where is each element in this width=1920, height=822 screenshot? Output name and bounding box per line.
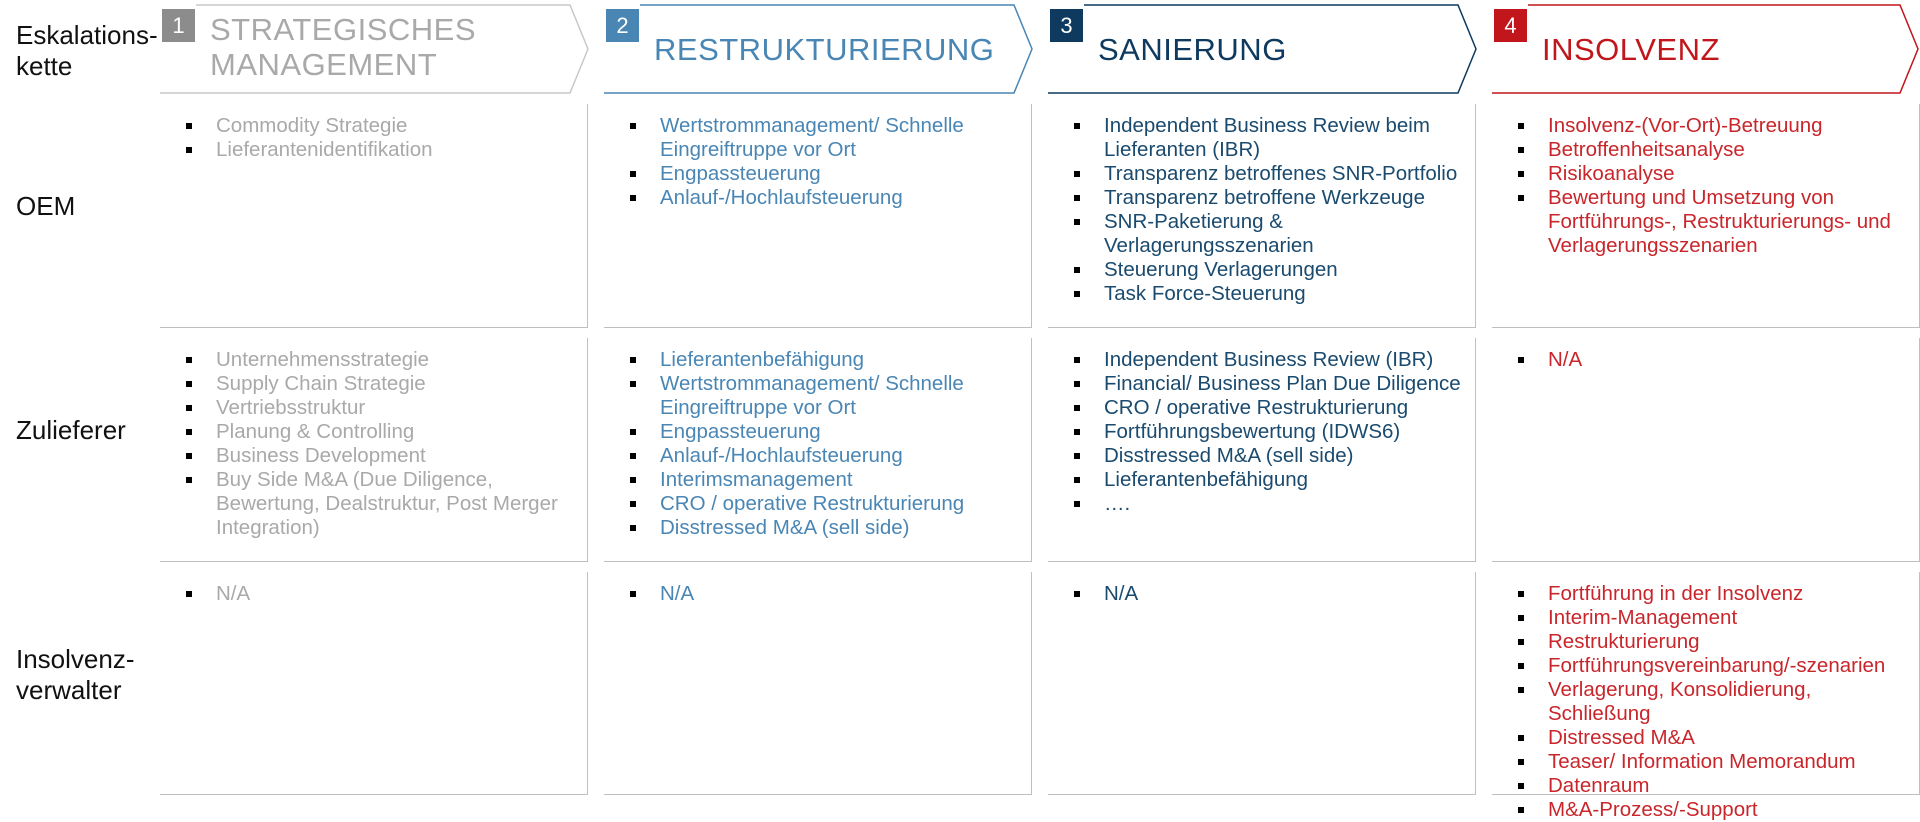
- bullet-list: [1048, 572, 1475, 606]
- cell-administrator-strategic: [160, 572, 588, 795]
- bullet-list: [604, 338, 1031, 540]
- list-item: ….: [1074, 492, 1475, 516]
- list-item: Independent Business Review beim Lieferanten (IBR): [1074, 114, 1475, 162]
- list-item: Verlagerung, Konsolidierung, Schließung: [1518, 678, 1919, 726]
- phase-title: [210, 12, 476, 82]
- list-item: Fortführung in der Insolvenz: [1518, 582, 1919, 606]
- list-item: Engpassteuerung: [630, 420, 1031, 444]
- bullet-list: [604, 104, 1031, 210]
- list-item: Risikoanalyse: [1518, 162, 1919, 186]
- list-item: CRO / operative Restrukturierung: [1074, 396, 1475, 420]
- phase-title: [1542, 32, 1720, 67]
- list-item: Steuerung Verlagerungen: [1074, 258, 1475, 282]
- list-item: Business Development: [186, 444, 587, 468]
- row-label-escalation: [16, 20, 158, 82]
- list-item: Commodity Strategie: [186, 114, 587, 138]
- list-item: Planung & Controlling: [186, 420, 587, 444]
- bullet-list: [1492, 572, 1919, 822]
- row-label-supplier-text: Zulieferer: [16, 415, 126, 445]
- list-item: Lieferantenidentifikation: [186, 138, 587, 162]
- list-item: N/A: [1074, 582, 1475, 606]
- list-item: Vertriebsstruktur: [186, 396, 587, 420]
- list-item: Financial/ Business Plan Due Diligence: [1074, 372, 1475, 396]
- list-item: M&A-Prozess/-Support: [1518, 798, 1919, 822]
- list-item: Bewertung und Umsetzung von Fortführungs-, Restrukturierungs- und Verlagerungsszenarien: [1518, 186, 1919, 258]
- phase-number-badge: 2: [606, 9, 639, 42]
- list-item: Disstressed M&A (sell side): [630, 516, 1031, 540]
- list-item: Insolvenz-(Vor-Ort)-Betreuung: [1518, 114, 1919, 138]
- bullet-list: [160, 338, 587, 540]
- list-item: Wertstrommanagement/ Schnelle Eingreiftruppe vor Ort: [630, 114, 1031, 162]
- row-label-supplier: [16, 415, 126, 446]
- phase-title-line1: STRATEGISCHES: [210, 12, 477, 47]
- cell-supplier-strategic: [160, 338, 588, 562]
- list-item: Transparenz betroffene Werkzeuge: [1074, 186, 1475, 210]
- list-item: Transparenz betroffenes SNR-Portfolio: [1074, 162, 1475, 186]
- row-label-escalation-line2: kette: [16, 51, 73, 81]
- list-item: Buy Side M&A (Due Diligence, Bewertung, Dealstruktur, Post Merger Integration): [186, 468, 587, 540]
- phase-header-restructuring: [604, 4, 1034, 94]
- list-item: Anlauf-/Hochlaufsteuerung: [630, 186, 1031, 210]
- list-item: Wertstrommanagement/ Schnelle Eingreiftruppe vor Ort: [630, 372, 1031, 420]
- cell-administrator-restructuring: [604, 572, 1032, 795]
- bullet-list: [1048, 338, 1475, 516]
- phase-title-line2: MANAGEMENT: [210, 47, 438, 82]
- bullet-list: [1492, 104, 1919, 258]
- row-label-oem: [16, 191, 75, 222]
- list-item: Unternehmensstrategie: [186, 348, 587, 372]
- list-item: Supply Chain Strategie: [186, 372, 587, 396]
- row-label-administrator-line1: Insolvenz-: [16, 644, 135, 674]
- list-item: Interim-Management: [1518, 606, 1919, 630]
- cell-administrator-insolvency: [1492, 572, 1920, 821]
- phase-title-line1: INSOLVENZ: [1542, 32, 1720, 67]
- cell-supplier-restructuring: [604, 338, 1032, 562]
- phase-number-badge: 1: [162, 9, 195, 42]
- list-item: Distressed M&A: [1518, 726, 1919, 750]
- list-item: Fortführungsbewertung (IDWS6): [1074, 420, 1475, 444]
- phase-header-reorganization: [1048, 4, 1478, 94]
- list-item: Disstressed M&A (sell side): [1074, 444, 1475, 468]
- row-label-administrator-line2: verwalter: [16, 675, 122, 705]
- row-label-oem-text: OEM: [16, 191, 76, 221]
- list-item: Betroffenheitsanalyse: [1518, 138, 1919, 162]
- bullet-list: [604, 572, 1031, 606]
- phase-header-insolvency: [1492, 4, 1920, 94]
- cell-supplier-insolvency: [1492, 338, 1920, 562]
- list-item: N/A: [630, 582, 1031, 606]
- cell-oem-reorganization: [1048, 104, 1476, 328]
- list-item: SNR-Paketierung & Verlagerungsszenarien: [1074, 210, 1475, 258]
- list-item: Independent Business Review (IBR): [1074, 348, 1475, 372]
- list-item: Lieferantenbefähigung: [1074, 468, 1475, 492]
- list-item: Lieferantenbefähigung: [630, 348, 1031, 372]
- bullet-list: [160, 104, 587, 162]
- list-item: Interimsmanagement: [630, 468, 1031, 492]
- bullet-list: [1492, 338, 1919, 372]
- list-item: CRO / operative Restrukturierung: [630, 492, 1031, 516]
- bullet-list: [1048, 104, 1475, 306]
- list-item: Teaser/ Information Memorandum: [1518, 750, 1919, 774]
- phase-title-line1: SANIERUNG: [1098, 32, 1287, 67]
- row-label-escalation-line1: Eskalations-: [16, 20, 158, 50]
- list-item: Task Force-Steuerung: [1074, 282, 1475, 306]
- phase-title: [654, 32, 994, 67]
- row-label-administrator: [16, 644, 135, 706]
- list-item: Restrukturierung: [1518, 630, 1919, 654]
- bullet-list: [160, 572, 587, 606]
- cell-oem-insolvency: [1492, 104, 1920, 328]
- list-item: Engpassteuerung: [630, 162, 1031, 186]
- list-item: Anlauf-/Hochlaufsteuerung: [630, 444, 1031, 468]
- phase-title-line1: RESTRUKTURIERUNG: [654, 32, 995, 67]
- phase-title: [1098, 32, 1287, 67]
- phase-number-badge: 4: [1494, 9, 1527, 42]
- phase-header-strategic: [160, 4, 590, 94]
- cell-administrator-reorganization: [1048, 572, 1476, 795]
- cell-supplier-reorganization: [1048, 338, 1476, 562]
- list-item: Datenraum: [1518, 774, 1919, 798]
- phase-number-badge: 3: [1050, 9, 1083, 42]
- cell-oem-strategic: [160, 104, 588, 328]
- list-item: N/A: [1518, 348, 1919, 372]
- list-item: N/A: [186, 582, 587, 606]
- cell-oem-restructuring: [604, 104, 1032, 328]
- list-item: Fortführungsvereinbarung/-szenarien: [1518, 654, 1919, 678]
